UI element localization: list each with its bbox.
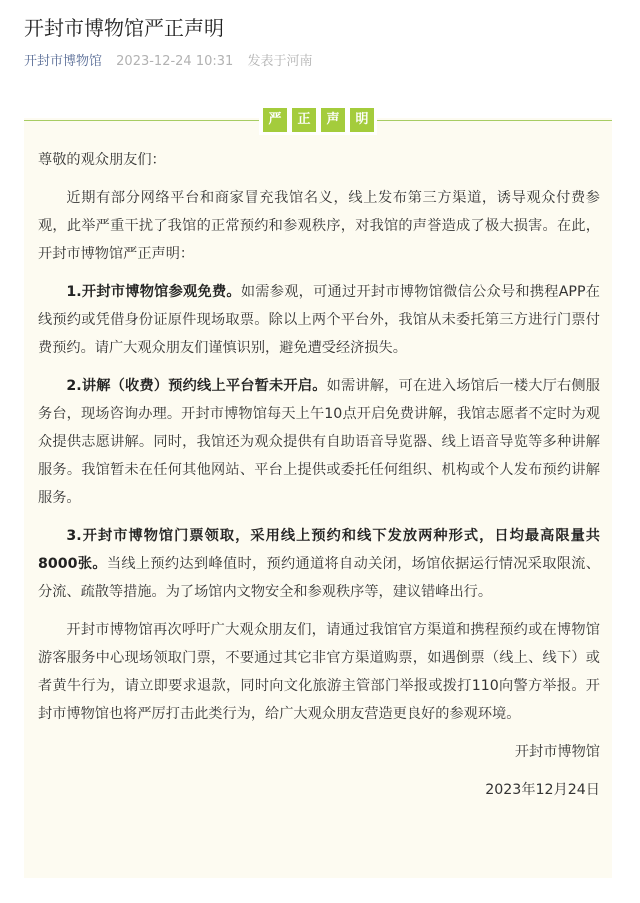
point-2-heading: 2.讲解（收费）预约线上平台暂未开启。 [66,378,327,394]
banner-badge-3: 声 [321,108,345,132]
banner-badge-2: 正 [292,108,316,132]
account-name-link[interactable]: 开封市博物馆 [24,54,103,69]
banner-badge-1: 严 [263,108,287,132]
point-3-paragraph [38,522,600,606]
intro-paragraph: 近期有部分网络平台和商家冒充我馆名义，线上发布第三方渠道，诱导观众付费参观，此举严重干扰了我馆的正常预约和参观秩序，对我馆的声誉造成了极大损害。在此，开封市博物馆严正声明： [38,190,600,262]
point-1-heading: 1.开封市博物馆参观免费。 [66,284,241,300]
point-2-text: 如需讲解，可在进入场馆后一楼大厅右侧服务台，现场咨询办理。开封市博物馆每天上午10点开启免费讲解，我馆志愿者不定时为观众提供志愿讲解。同时，我馆还为观众提供有自助语音导览器、线上语音导览等多种讲解服务。我馆暂未在任何其他网站、平台上提供或委托任何组织、机构或个人发布预约讲解服务。 [38,378,600,506]
greeting-paragraph: 尊敬的观众朋友们： [38,152,166,168]
point-3-text: 当线上预约达到峰值时，预约通道将自动关闭，场馆依据运行情况采取限流、分流、疏散等措施。为了场馆内文物安全和参观秩序等，建议错峰出行。 [38,556,600,600]
signature: 开封市博物馆 [514,744,600,760]
statement-body [38,146,600,814]
publish-time: 2023-12-24 10:31 [116,54,234,69]
closing-paragraph: 开封市博物馆再次呼吁广大观众朋友们，请通过我馆官方渠道和携程预约或在博物馆游客服务中心现场领取门票，不要通过其它非官方渠道购票，如遇倒票（线上、线下）或者黄牛行为，请立即要求退款，同时向文化旅游主管部门举报或拨打110向警方举报。开封市博物馆也将严厉打击此类行为，给广大观众朋友营造更良好的参观环境。 [38,622,600,722]
point-1-paragraph [38,278,600,362]
article-title: 开封市博物馆严正声明 [24,16,224,40]
point-1-text: 如需参观，可通过开封市博物馆微信公众号和携程APP在线预约或凭借身份证原件现场取票。除以上两个平台外，我馆从未委托第三方进行门票付费预约。请广大观众朋友们谨慎识别，避免遭受经济损失。 [38,284,600,356]
banner-badge-4: 明 [350,108,374,132]
point-2-paragraph [38,372,600,512]
publish-location: 发表于河南 [247,54,313,69]
statement-date: 2023年12月24日 [485,782,600,798]
article-meta [24,52,312,72]
point-3-heading: 3.开封市博物馆门票领取，采用线上预约和线下发放两种形式，日均最高限量共8000张。 [38,528,600,572]
